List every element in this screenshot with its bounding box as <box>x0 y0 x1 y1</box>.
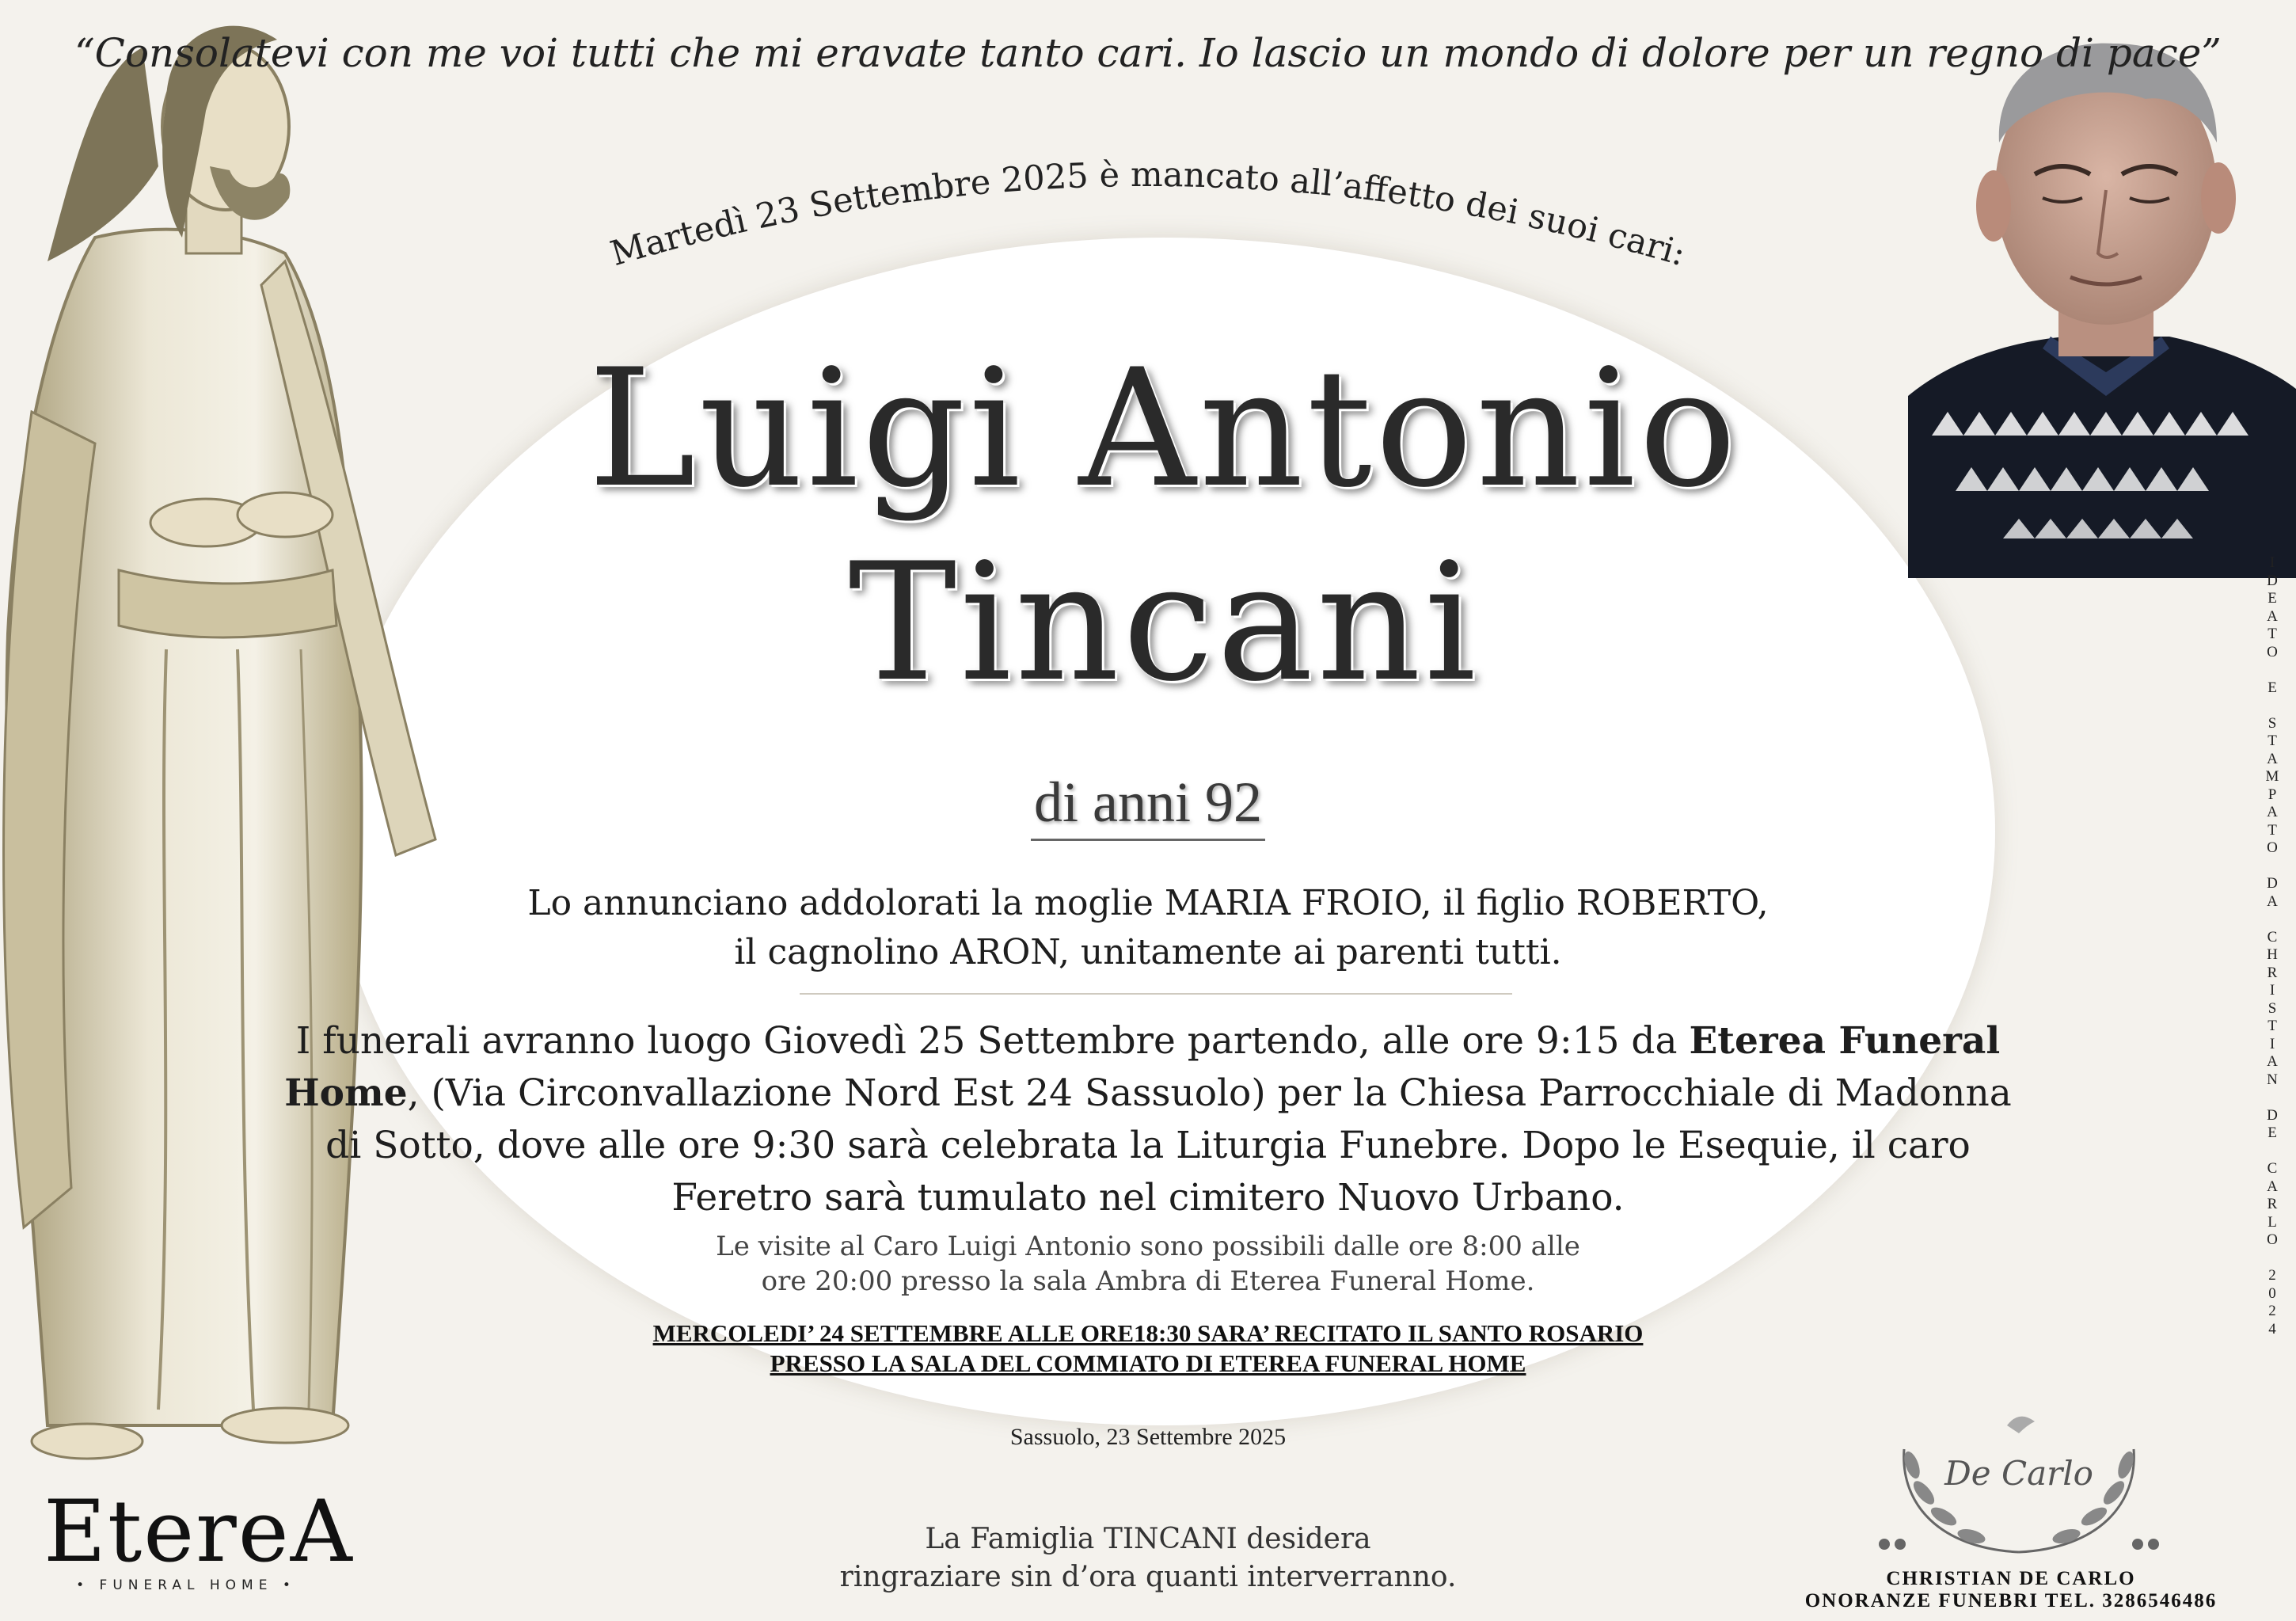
vertical-credit-char: I <box>2269 982 2275 999</box>
funeral-home-name: Eterea Funeral Home <box>284 1019 2001 1115</box>
vertical-credit-char: O <box>2267 839 2278 856</box>
age-line <box>0 770 2296 835</box>
vertical-credit-char: C <box>2267 928 2278 946</box>
vertical-credit-char: 2 <box>2268 1267 2276 1284</box>
vertical-credit-char: D <box>2267 1106 2278 1124</box>
eterea-logo <box>44 1482 354 1593</box>
facebook-icon <box>1879 1539 1890 1550</box>
intro-arc <box>475 119 1821 301</box>
decarlo-contact <box>1726 1568 2296 1612</box>
vertical-credit-char <box>2260 1250 2284 1268</box>
vertical-credit-char <box>2260 697 2284 715</box>
svg-text:Martedì 23 Settembre 2025 è ma <box>606 155 1690 274</box>
divider <box>800 993 1512 995</box>
vertical-credit-char: A <box>2267 892 2278 910</box>
announcement-line: Lo annunciano addolorati la moglie MARIA FROIO, il figlio ROBERTO, <box>527 883 1769 923</box>
eterea-logo-word: EtereA <box>44 1482 354 1581</box>
funeral-text-start: I funerali avranno luogo Giovedì 25 Settembre partendo, alle ore 9:15 da <box>295 1019 1690 1063</box>
vertical-credit-char: D <box>2267 572 2278 589</box>
visits-line: Le visite al Caro Luigi Antonio sono possibili dalle ore 8:00 alle <box>716 1231 1580 1262</box>
vertical-credit-char: E <box>2267 679 2277 696</box>
rosary-notice <box>0 1318 2296 1379</box>
decarlo-script: De Carlo <box>1944 1454 2093 1493</box>
age-text: di anni 92 <box>1031 771 1265 841</box>
vertical-credit-char: A <box>2267 750 2278 767</box>
deceased-name <box>333 333 1995 721</box>
vertical-credit-char <box>2260 1143 2284 1161</box>
vertical-credit-char: A <box>2267 1178 2278 1195</box>
vertical-credit-char: P <box>2267 786 2277 803</box>
funeral-text-end: , (Via Circonvallazione Nord Est 24 Sassuolo) per la Chiesa Parrocchiale di Madonna di Sotto, dove alle ore 9:30 sarà celebrata la Liturgia Funebre. Dopo le Esequie, il caro Feretro sarà tumulato nel cimitero Nuovo Urbano. <box>325 1071 2012 1220</box>
vertical-credit-char: S <box>2267 714 2277 732</box>
vertical-credit-char: A <box>2267 1053 2278 1070</box>
announcement-paragraph <box>0 879 2296 977</box>
vertical-credit-char: O <box>2267 1231 2278 1248</box>
vertical-credit-char: S <box>2267 999 2277 1017</box>
email-icon <box>2132 1539 2143 1550</box>
vertical-credit-char: I <box>2269 1035 2275 1052</box>
vertical-credit-char: T <box>2267 821 2277 839</box>
vertical-credit-char: E <box>2267 590 2277 607</box>
death-announcement-line: Martedì 23 Settembre 2025 è mancato all’affetto dei suoi cari: <box>606 154 1690 275</box>
vertical-credit-char: I <box>2269 554 2275 571</box>
visits-paragraph <box>0 1229 2296 1299</box>
rosary-line: MERCOLEDI’ 24 SETTEMBRE ALLE ORE18:30 SARA’ RECITATO IL SANTO ROSARIO <box>652 1319 1644 1347</box>
vertical-credit-char <box>2260 911 2284 929</box>
vertical-credit-char: 2 <box>2268 1303 2276 1319</box>
vertical-credit-char <box>2260 661 2284 679</box>
vertical-credit-char: D <box>2267 875 2278 892</box>
surname: Tincani <box>848 529 1480 717</box>
funeral-paragraph <box>0 1015 2296 1224</box>
vertical-credit-char: T <box>2267 626 2277 642</box>
vertical-credit-char: 4 <box>2268 1320 2276 1338</box>
visits-line: ore 20:00 presso la sala Ambra di Eterea Funeral Home. <box>761 1265 1535 1297</box>
decarlo-phone: ONORANZE FUNEBRI TEL. 3286546486 <box>1804 1590 2218 1611</box>
dove-icon <box>2007 1417 2035 1433</box>
announcement-line: il cagnolino ARON, unitamente ai parenti tutti. <box>734 932 1562 972</box>
vertical-credit-char: 0 <box>2268 1284 2276 1302</box>
vertical-credit-char: A <box>2267 607 2278 625</box>
vertical-credit <box>2260 554 2284 1338</box>
vertical-credit-char: L <box>2267 1213 2277 1231</box>
rosary-line: PRESSO LA SALA DEL COMMIATO DI ETEREA FUNERAL HOME <box>770 1349 1526 1377</box>
vertical-credit-char: N <box>2267 1071 2278 1088</box>
vertical-credit-char: E <box>2267 1124 2277 1141</box>
epigraph-quote: “Consolatevi con me voi tutti che mi eravate tanto cari. Io lascio un mondo di dolore per un regno di pace” <box>74 30 2222 76</box>
thanks-line: La Famiglia TINCANI desidera <box>925 1523 1371 1555</box>
vertical-credit-char: T <box>2267 732 2277 749</box>
first-names: Luigi Antonio <box>587 335 1740 523</box>
vertical-credit-char: M <box>2265 768 2279 785</box>
whatsapp-icon <box>1895 1539 1906 1550</box>
vertical-credit-char <box>2260 1089 2284 1107</box>
decarlo-wreath-logo <box>1868 1402 2169 1568</box>
vertical-credit-char: R <box>2267 1196 2278 1212</box>
vertical-credit-char: O <box>2267 643 2278 660</box>
vertical-credit-char <box>2260 858 2284 876</box>
instagram-icon <box>2148 1539 2159 1550</box>
thanks-line: ringraziare sin d’ora quanti interverranno. <box>839 1561 1457 1593</box>
decarlo-name: CHRISTIAN DE CARLO <box>1886 1568 2136 1589</box>
vertical-credit-char: C <box>2267 1160 2278 1177</box>
vertical-credit-char: A <box>2267 804 2278 820</box>
vertical-credit-char: R <box>2267 964 2278 981</box>
vertical-credit-char: T <box>2267 1018 2277 1034</box>
vertical-credit-char: H <box>2267 946 2278 963</box>
date-place: Sassuolo, 23 Settembre 2025 <box>1009 1424 1287 1450</box>
eterea-logo-subtitle: • FUNERAL HOME • <box>76 1577 296 1593</box>
